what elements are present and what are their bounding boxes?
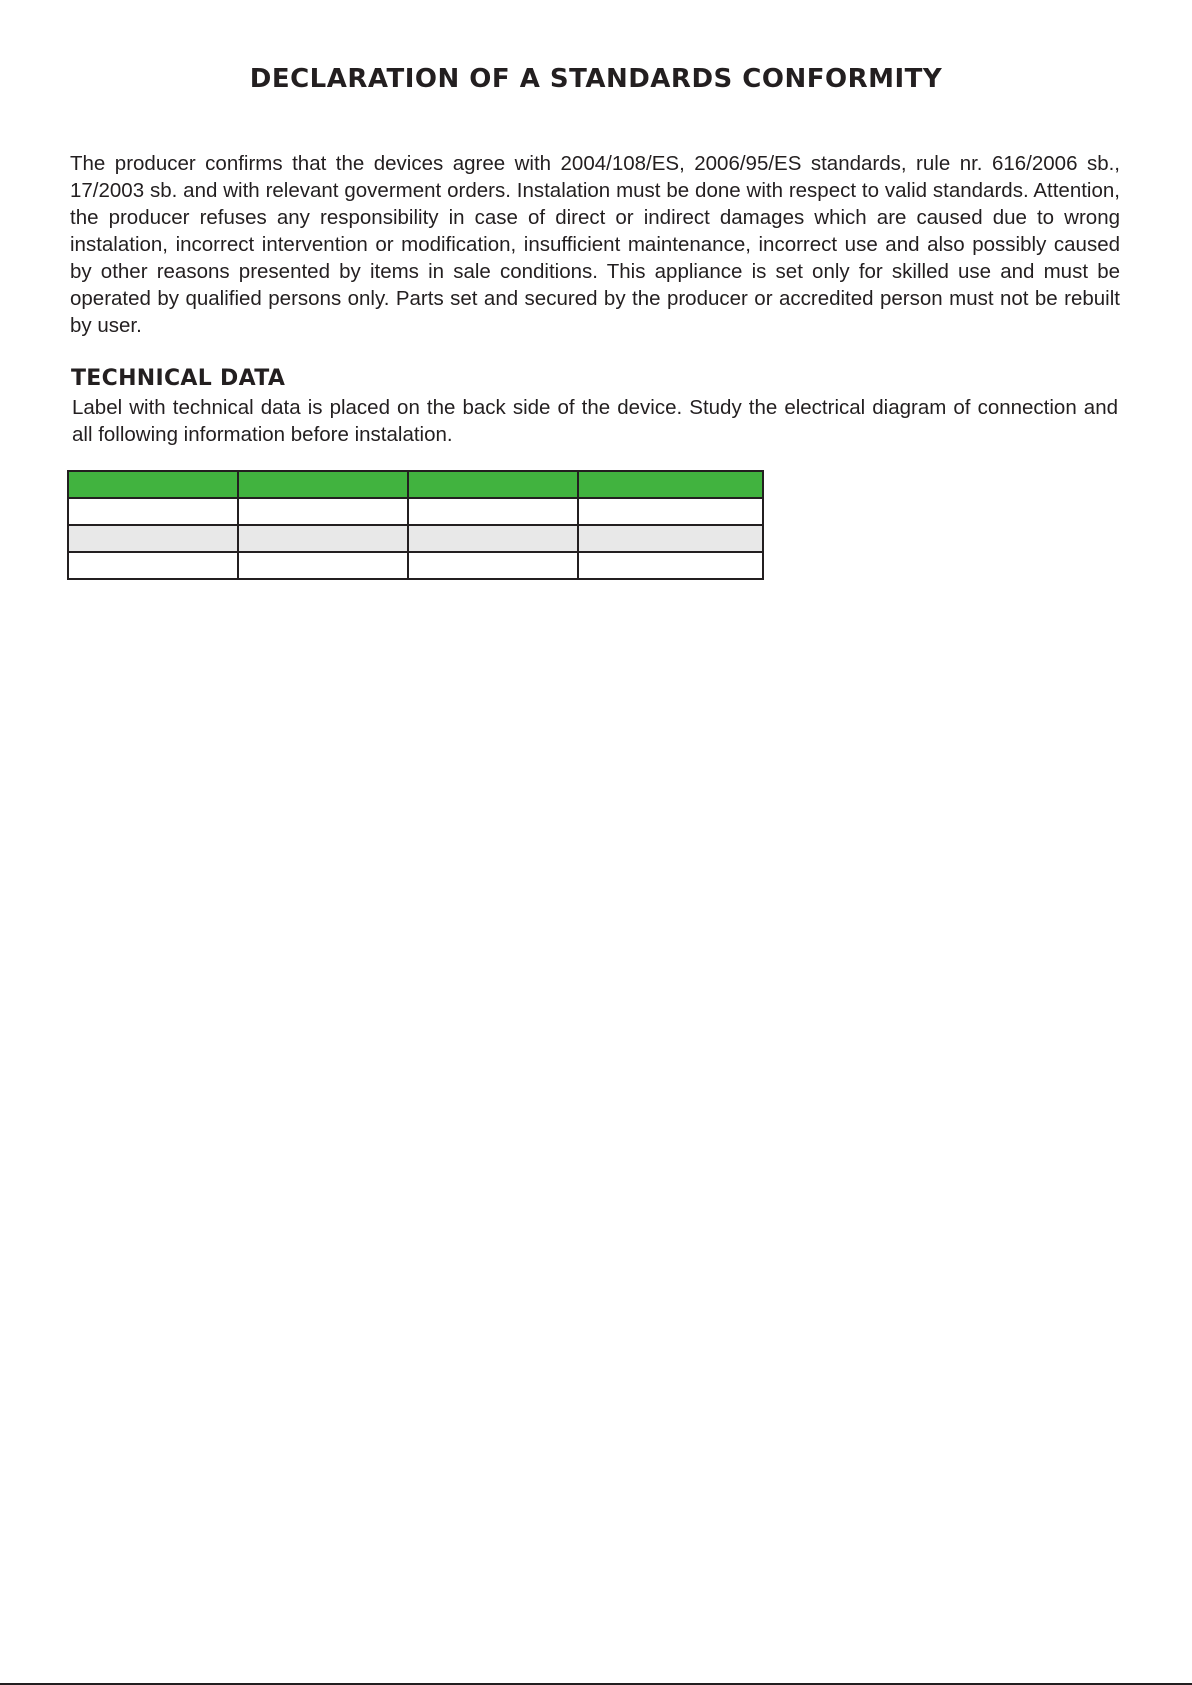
table-cell [408,498,578,525]
table-cell [238,525,408,552]
table-header-cell [408,471,578,498]
table-row [68,552,763,579]
table-cell [68,552,238,579]
table-header-cell [578,471,763,498]
technical-data-table [67,470,764,580]
table-cell [408,552,578,579]
page-title: DECLARATION OF A STANDARDS CONFORMITY [249,64,943,94]
table-cell [238,498,408,525]
table-header-cell [238,471,408,498]
table-cell [578,552,763,579]
table-cell [238,552,408,579]
table-cell [578,525,763,552]
table-cell [68,498,238,525]
technical-data-heading: TECHNICAL DATA [71,366,286,391]
technical-data-paragraph: Label with technical data is placed on the back side of the device. Study the electrical diagram of connection and all following information before instalation. [72,396,1118,446]
table-row [68,498,763,525]
table-header-row [68,471,763,498]
table-header-cell [68,471,238,498]
table-cell [408,525,578,552]
table-cell [578,498,763,525]
table-cell [68,525,238,552]
conformity-paragraph: The producer confirms that the devices agree with 2004/108/ES, 2006/95/ES standards, rule nr. 616/2006 sb., 17/2003 sb. and with relevant goverment orders. Instalation must be done with respect to valid standards. Attention, the producer refuses any responsibility in case of direct or indirect damages which are caused due to wrong instalation, incorrect intervention or modification, insufficient maintenance, incorrect use and also possibly caused by other reasons presented by items in sale conditions. This appliance is set only for skilled use and must be operated by qualified persons only. Parts set and secured by the producer or accredited person must not be rebuilt by user. [70,152,1120,337]
table-row [68,525,763,552]
